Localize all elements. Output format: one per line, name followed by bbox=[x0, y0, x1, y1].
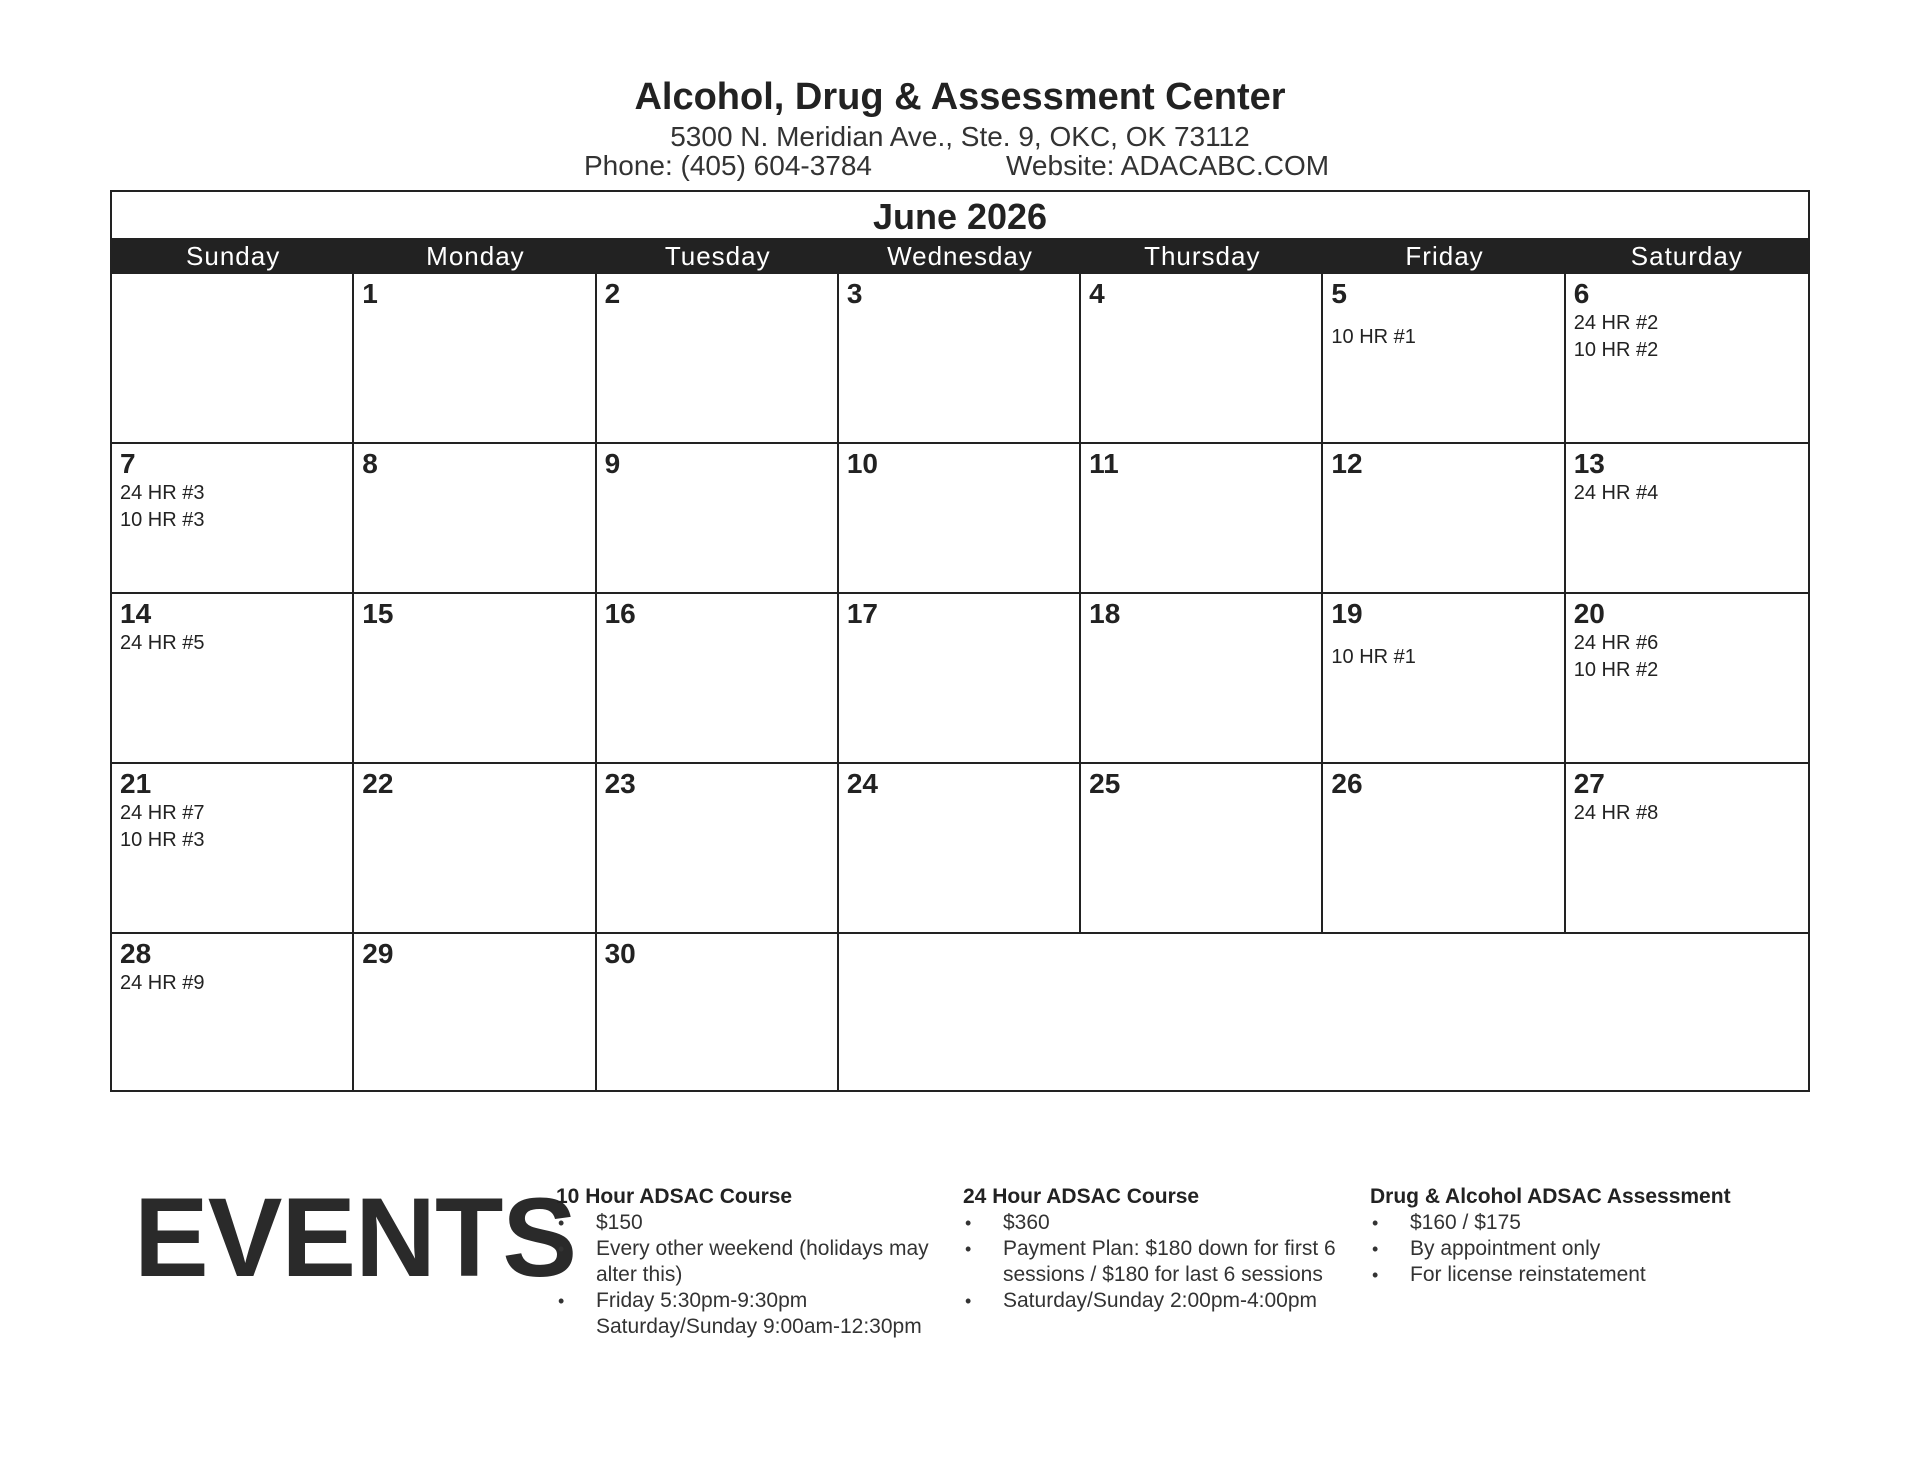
day-number: 17 bbox=[846, 598, 878, 629]
weekday-saturday: Saturday bbox=[1630, 241, 1743, 271]
day-number: 12 bbox=[1331, 448, 1363, 479]
calendar-event: 24 HR #5 bbox=[120, 632, 205, 654]
day-number: 29 bbox=[362, 938, 394, 969]
weekday-wednesday: Wednesday bbox=[887, 241, 1033, 271]
calendar-event: 10 HR #2 bbox=[1573, 659, 1659, 681]
weekday-sunday: Sunday bbox=[186, 241, 281, 271]
day-cell-7 bbox=[112, 444, 354, 594]
day-cell-11 bbox=[1081, 444, 1323, 594]
day-cell-9 bbox=[597, 444, 839, 594]
day-cell-4 bbox=[1081, 274, 1323, 444]
course-24-hour bbox=[963, 1184, 1363, 1314]
day-cell-29 bbox=[354, 934, 596, 1090]
day-number: 22 bbox=[362, 768, 394, 799]
course-title: Drug & Alcohol ADSAC Assessment bbox=[1370, 1185, 1731, 1208]
day-number: 18 bbox=[1089, 598, 1121, 629]
course-item: • $150 bbox=[556, 1210, 956, 1236]
course-10-hour bbox=[556, 1184, 956, 1340]
day-number: 2 bbox=[604, 278, 621, 309]
day-cell-empty bbox=[112, 274, 354, 444]
course-title: 10 Hour ADSAC Course bbox=[556, 1185, 793, 1208]
day-number: 15 bbox=[362, 598, 394, 629]
calendar-event: 10 HR #3 bbox=[120, 829, 205, 851]
day-cell-26 bbox=[1323, 764, 1565, 934]
day-number: 30 bbox=[604, 938, 636, 969]
day-cell-1 bbox=[354, 274, 596, 444]
calendar-grid bbox=[112, 274, 1808, 1090]
day-cell-30 bbox=[597, 934, 839, 1090]
course-assessment bbox=[1370, 1184, 1770, 1288]
day-number: 3 bbox=[846, 278, 863, 309]
day-number: 8 bbox=[362, 448, 378, 479]
day-cell-12 bbox=[1323, 444, 1565, 594]
org-address: 5300 N. Meridian Ave., Ste. 9, OKC, OK 73112 bbox=[670, 121, 1250, 152]
day-cell-2 bbox=[597, 274, 839, 444]
day-number: 1 bbox=[362, 278, 378, 309]
day-number: 11 bbox=[1089, 448, 1119, 479]
header bbox=[0, 74, 1920, 154]
calendar-event: 24 HR #7 bbox=[120, 802, 205, 824]
day-number: 25 bbox=[1089, 768, 1121, 799]
contact-phone: Phone: (405) 604-3784 bbox=[584, 150, 872, 181]
course-item: • Saturday/Sunday 2:00pm-4:00pm bbox=[963, 1288, 1363, 1314]
events-heading: EVENTS bbox=[134, 1175, 577, 1300]
course-item: • For license reinstatement bbox=[1370, 1262, 1770, 1288]
day-cell-24 bbox=[839, 764, 1081, 934]
day-cell-14 bbox=[112, 594, 354, 764]
day-cell-16 bbox=[597, 594, 839, 764]
day-cell-25 bbox=[1081, 764, 1323, 934]
day-cell-23 bbox=[597, 764, 839, 934]
course-item: • By appointment only bbox=[1370, 1236, 1770, 1262]
calendar-event: 24 HR #8 bbox=[1573, 802, 1659, 824]
contact-website: Website: ADACABC.COM bbox=[1006, 150, 1330, 181]
day-cell-17 bbox=[839, 594, 1081, 764]
calendar-event: 10 HR #1 bbox=[1331, 326, 1416, 348]
day-number: 4 bbox=[1089, 278, 1105, 309]
day-number: 7 bbox=[120, 448, 136, 479]
day-number: 16 bbox=[604, 598, 636, 629]
course-item: • Every other weekend (holidays may alter this) bbox=[556, 1236, 956, 1288]
day-cell-10 bbox=[839, 444, 1081, 594]
month-title: June 2026 bbox=[872, 196, 1048, 237]
weekday-header bbox=[112, 238, 1808, 274]
day-number: 27 bbox=[1573, 768, 1605, 799]
calendar-event: 10 HR #3 bbox=[120, 509, 205, 531]
org-title: Alcohol, Drug & Assessment Center bbox=[634, 76, 1286, 118]
day-cell-21 bbox=[112, 764, 354, 934]
day-number: 19 bbox=[1331, 598, 1363, 629]
calendar-event: 24 HR #9 bbox=[120, 972, 205, 994]
course-item: • $360 bbox=[963, 1210, 1363, 1236]
calendar-event: 10 HR #1 bbox=[1331, 646, 1416, 668]
course-item: • Payment Plan: $180 down for first 6 sessions / $180 for last 6 sessions bbox=[963, 1236, 1363, 1288]
day-number: 21 bbox=[120, 768, 152, 799]
weekday-friday: Friday bbox=[1405, 241, 1484, 271]
day-cell-27 bbox=[1566, 764, 1808, 934]
calendar-event: 24 HR #6 bbox=[1573, 632, 1659, 654]
day-number: 6 bbox=[1573, 278, 1590, 309]
calendar-event: 24 HR #2 bbox=[1573, 312, 1659, 334]
day-number: 5 bbox=[1331, 278, 1347, 309]
day-cell-20 bbox=[1566, 594, 1808, 764]
empty-area bbox=[839, 934, 1808, 1090]
day-cell-18 bbox=[1081, 594, 1323, 764]
weekday-tuesday: Tuesday bbox=[664, 241, 771, 271]
course-item: • $160 / $175 bbox=[1370, 1210, 1770, 1236]
day-number: 13 bbox=[1573, 448, 1605, 479]
day-number: 23 bbox=[604, 768, 636, 799]
day-number: 10 bbox=[846, 448, 878, 479]
day-number: 9 bbox=[604, 448, 621, 479]
day-cell-6 bbox=[1566, 274, 1808, 444]
day-cell-19 bbox=[1323, 594, 1565, 764]
course-item: • Friday 5:30pm-9:30pm Saturday/Sunday 9:00am-12:30pm bbox=[556, 1288, 956, 1340]
day-number: 24 bbox=[846, 768, 878, 799]
weekday-monday: Monday bbox=[426, 241, 525, 271]
calendar-event: 24 HR #4 bbox=[1573, 482, 1659, 504]
day-cell-28 bbox=[112, 934, 354, 1090]
day-cell-13 bbox=[1566, 444, 1808, 594]
course-title: 24 Hour ADSAC Course bbox=[963, 1185, 1200, 1208]
calendar-event: 24 HR #3 bbox=[120, 482, 205, 504]
calendar bbox=[110, 190, 1810, 1092]
day-cell-22 bbox=[354, 764, 596, 934]
day-number: 20 bbox=[1573, 598, 1605, 629]
day-cell-15 bbox=[354, 594, 596, 764]
day-number: 14 bbox=[120, 598, 152, 629]
weekday-thursday: Thursday bbox=[1144, 241, 1261, 271]
calendar-event: 10 HR #2 bbox=[1573, 339, 1659, 361]
day-number: 26 bbox=[1331, 768, 1363, 799]
day-cell-8 bbox=[354, 444, 596, 594]
day-number: 28 bbox=[120, 938, 152, 969]
day-cell-5 bbox=[1323, 274, 1565, 444]
day-cell-3 bbox=[839, 274, 1081, 444]
